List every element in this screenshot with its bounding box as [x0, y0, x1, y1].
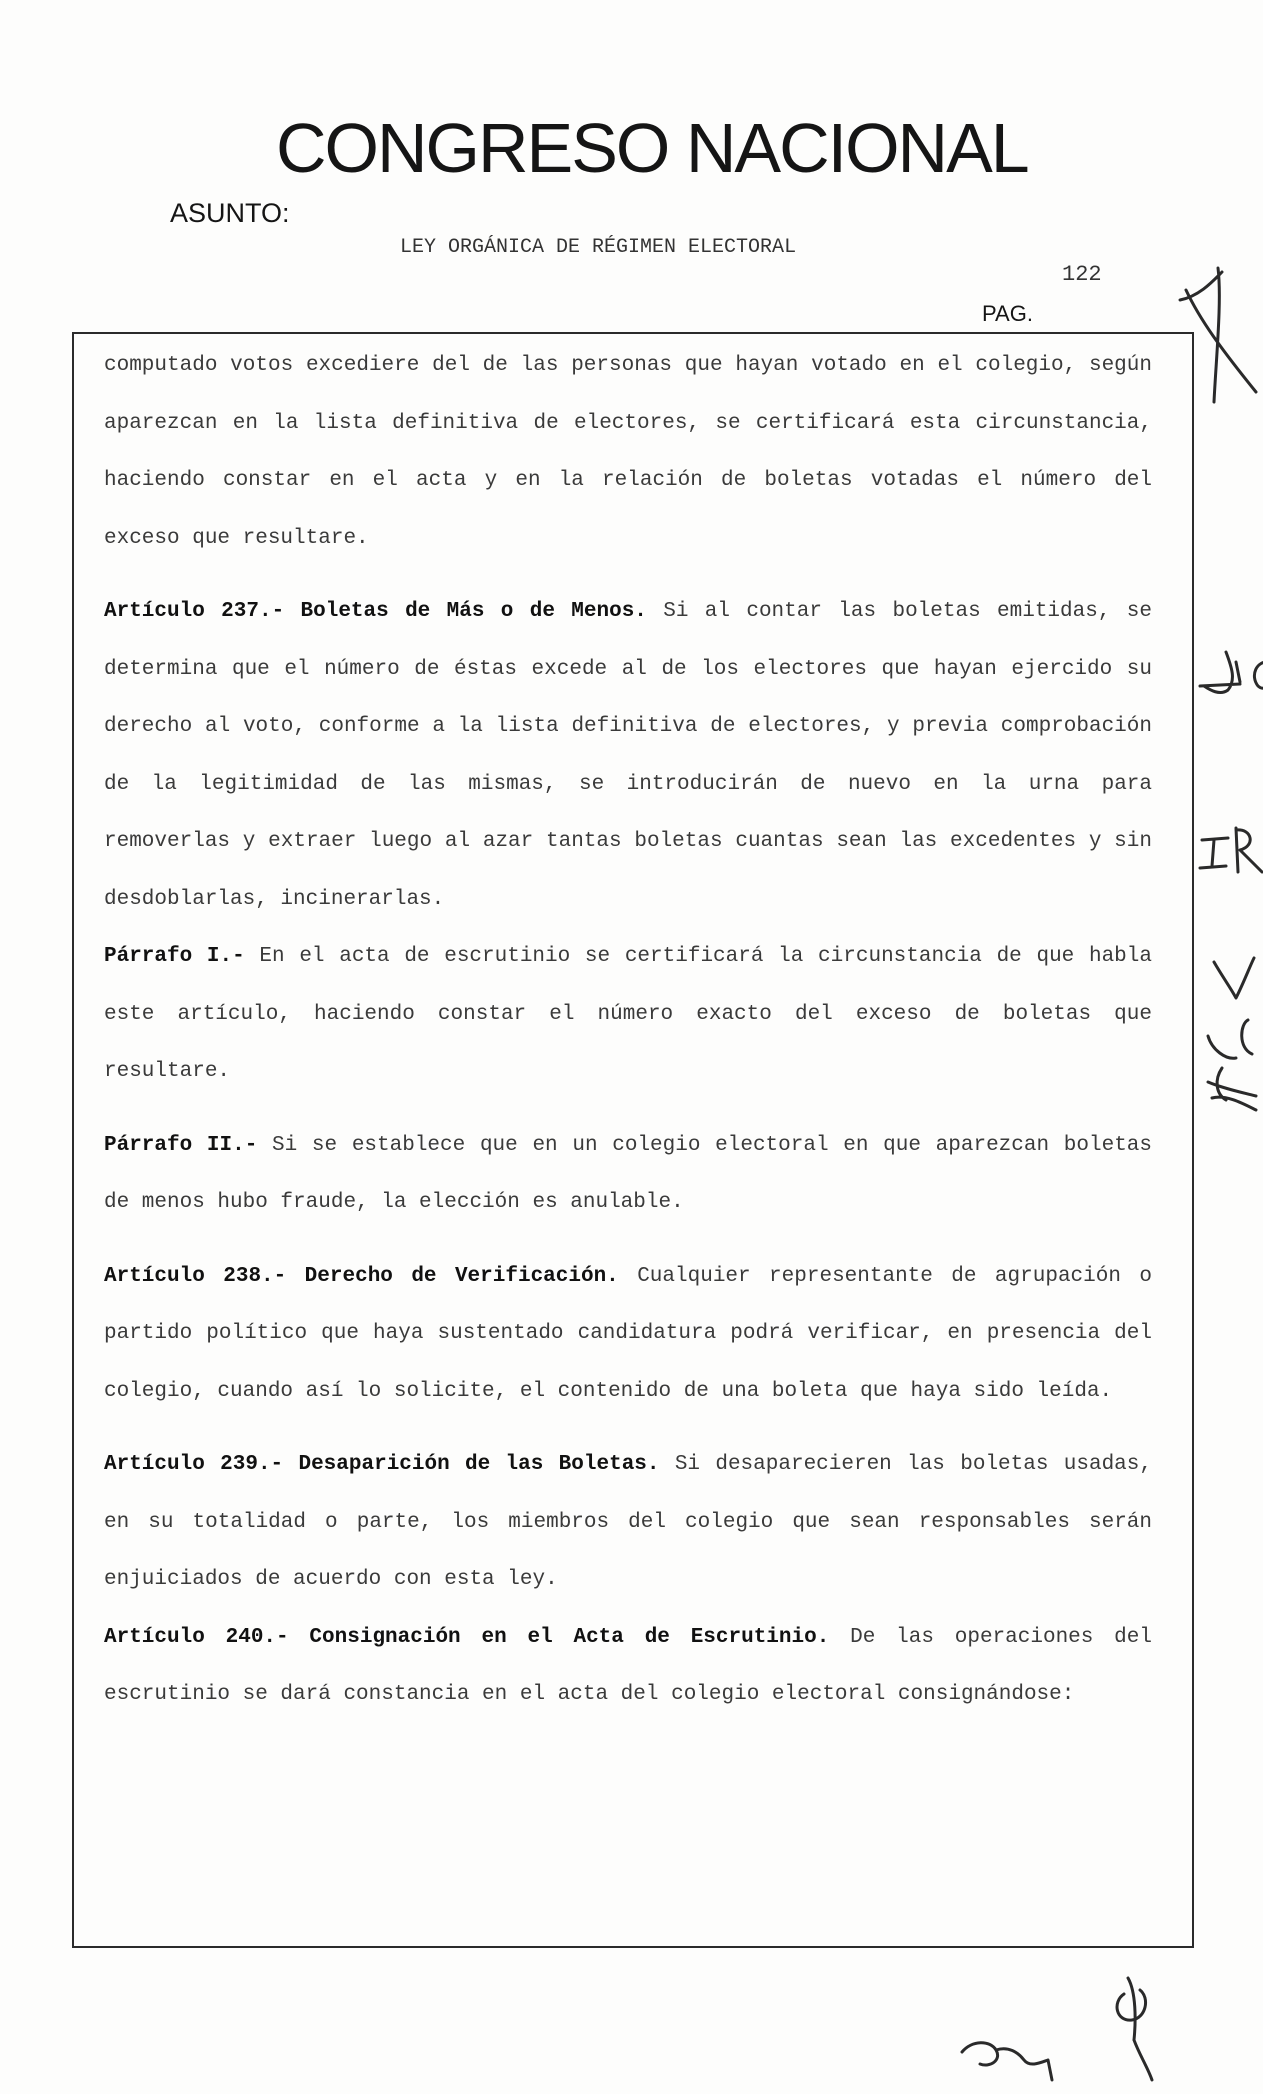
intro-paragraph: computado votos excediere del de las personas que hayan votado en el colegio, según aparezcan en la lista definitiva de electores, se certificará esta circunstancia, haciendo constar en el acta y en la relación de boletas votadas el número del exceso que resultare. [104, 354, 1152, 550]
article-239 [104, 1436, 1152, 1609]
paragraph-ii-text: Si se establece que en un colegio electoral en que aparezcan boletas de menos hubo fraude, la elección es anulable. [104, 1133, 1152, 1214]
paragraph-i-text: En el acta de escrutinio se certificará la circunstancia de que habla este artículo, haciendo constar el número exacto del exceso de boletas que resultare. [104, 945, 1152, 1083]
article-240 [104, 1609, 1152, 1724]
initials-vc [1208, 958, 1254, 1058]
article-237-text: Si al contar las boletas emitidas, se determina que el número de éstas excede al de los electores que hayan ejercido su derecho al voto, conforme a la lista definitiva de electores, y previa comprobación de la legitimidad de las mismas, se introducirán de nuevo en la urna para removerlas y extraer luego al azar tantas boletas cuantas sean las excedentes y sin desdoblarlas, incinerarlas. [104, 600, 1152, 911]
page-number: 122 [1062, 262, 1102, 287]
paragraph-ii [104, 1117, 1152, 1232]
law-title: LEY ORGÁNICA DE RÉGIMEN ELECTORAL [400, 236, 797, 259]
institution-title: CONGRESO NACIONAL [276, 109, 1028, 187]
initials-jc [1200, 652, 1263, 693]
article-239-text: Si desaparecieren las boletas usadas, en su totalidad o parte, los miembros del colegio que sean responsables serán enjuiciados de acuerdo con esta ley. [104, 1453, 1152, 1591]
initials-flourish [1208, 1068, 1256, 1110]
paragraph-i [104, 928, 1152, 1101]
document-body [104, 337, 1152, 1724]
article-240-text: De las operaciones del escrutinio se dará constancia en el acta del colegio electoral consignándose: [104, 1625, 1152, 1706]
paragraph-ii-heading: Párrafo II.- [104, 1133, 258, 1157]
article-238-heading: Artículo 238.- Derecho de Verificación. [104, 1264, 619, 1288]
article-237-heading: Artículo 237.- Boletas de Más o de Menos. [104, 600, 647, 623]
page-label: PAG. [982, 301, 1033, 326]
article-238-text: Cualquier representante de agrupación o partido político que haya sustentado candidatura podrá verificar, en presencia del colegio, cuando así lo solicite, el contenido de una boleta que haya sido leída. [104, 1264, 1152, 1403]
paragraph-i-heading: Párrafo I.- [104, 945, 245, 968]
article-240-heading: Artículo 240.- Consignación en el Acta de Escrutinio. [104, 1625, 830, 1649]
article-238 [104, 1248, 1152, 1421]
article-237 [104, 583, 1152, 928]
article-239-heading: Artículo 239.- Desaparición de las Boletas. [104, 1453, 660, 1476]
signature-bottom [962, 2043, 1052, 2080]
initials-ir [1200, 828, 1262, 872]
initials-bottom-right [1117, 1978, 1152, 2080]
asunto-label: ASUNTO: [170, 198, 290, 228]
